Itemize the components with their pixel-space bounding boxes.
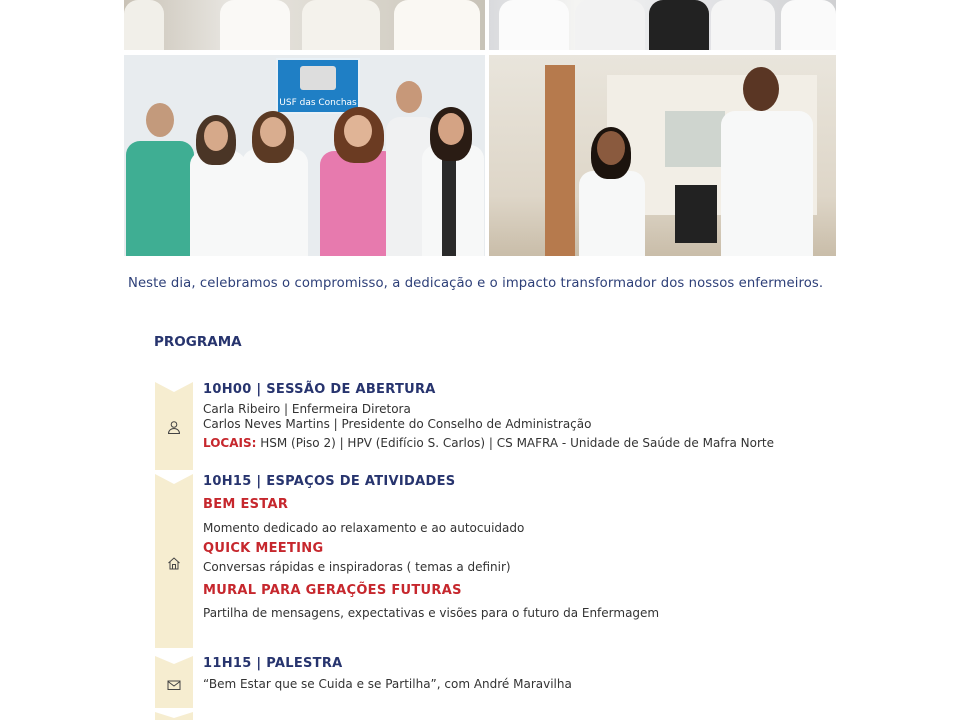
person-icon bbox=[167, 420, 181, 434]
item-2-sub3-title: MURAL PARA GERAÇÕES FUTURAS bbox=[203, 583, 462, 598]
item-tab-4-partial bbox=[155, 712, 193, 720]
locais-label: LOCAIS: bbox=[203, 436, 257, 450]
item-1-time: 10H00 | SESSÃO DE ABERTURA bbox=[203, 382, 436, 397]
usf-sign bbox=[276, 58, 360, 114]
sign-text: USF das Conchas bbox=[279, 98, 357, 108]
item-2-sub3-text: Partilha de mensagens, expectativas e visões para o futuro da Enfermagem bbox=[203, 606, 660, 620]
item-tab-1 bbox=[155, 382, 193, 470]
item-1-speaker-1: Carla Ribeiro | Enfermeira Diretora bbox=[203, 402, 411, 416]
sign-picture bbox=[300, 66, 336, 90]
photo-team-usf-conchas bbox=[124, 55, 485, 256]
item-2-time: 10H15 | ESPAÇOS DE ATIVIDADES bbox=[203, 474, 456, 489]
item-2-sub1-text: Momento dedicado ao relaxamento e ao autocuidado bbox=[203, 521, 525, 535]
mail-icon bbox=[167, 678, 181, 692]
home-icon bbox=[167, 556, 181, 570]
item-1-speaker-2: Carlos Neves Martins | Presidente do Conselho de Administração bbox=[203, 417, 592, 431]
item-1 bbox=[203, 382, 774, 450]
item-tab-3 bbox=[155, 656, 193, 708]
photo-nurses-corridor bbox=[489, 55, 836, 256]
photo-top-right bbox=[489, 0, 836, 50]
item-tab-2 bbox=[155, 474, 193, 648]
item-1-locais bbox=[203, 436, 774, 450]
programa-title: PROGRAMA bbox=[154, 334, 242, 350]
photo-top-left bbox=[124, 0, 485, 50]
item-2 bbox=[203, 474, 659, 620]
item-2-sub2-title: QUICK MEETING bbox=[203, 541, 324, 556]
item-2-sub1-title: BEM ESTAR bbox=[203, 497, 289, 512]
item-3-text: “Bem Estar que se Cuida e se Partilha”, com André Maravilha bbox=[203, 677, 572, 691]
intro-text: Neste dia, celebramos o compromisso, a dedicação e o impacto transformador dos nossos enfermeiros. bbox=[128, 276, 824, 291]
item-3-time: 11H15 | PALESTRA bbox=[203, 656, 343, 671]
item-3 bbox=[203, 656, 572, 691]
locais-text: HSM (Piso 2) | HPV (Edifício S. Carlos) | CS MAFRA - Unidade de Saúde de Mafra Norte bbox=[256, 436, 774, 450]
item-2-sub2-text: Conversas rápidas e inspiradoras ( temas a definir) bbox=[203, 560, 511, 574]
